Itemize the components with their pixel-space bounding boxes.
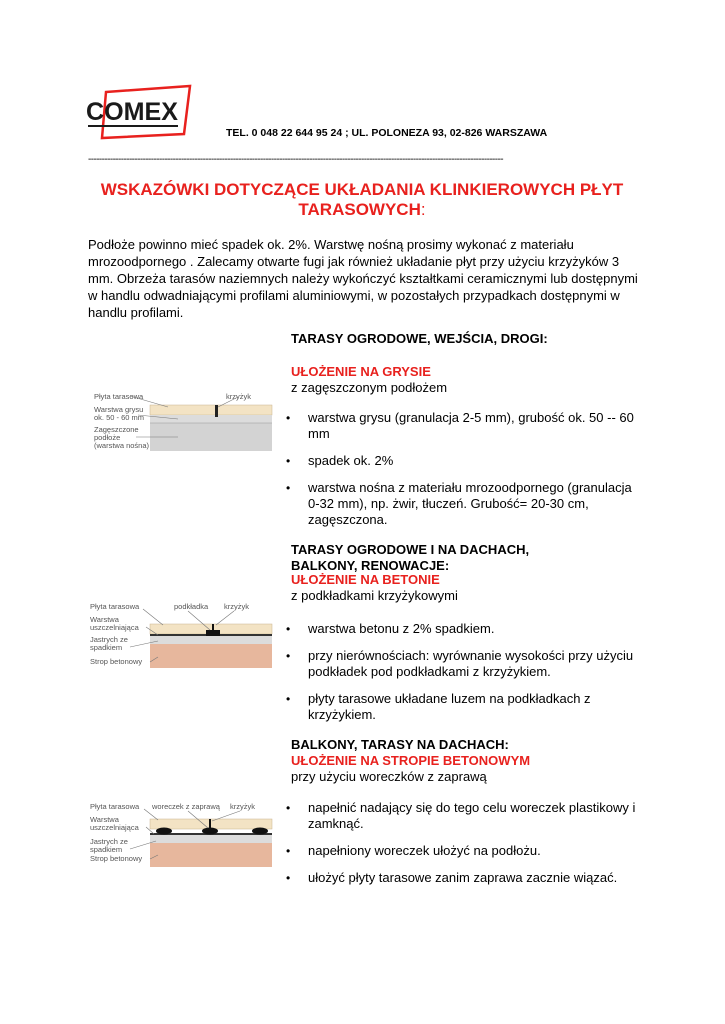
diagram-label: Strop betonowy <box>90 657 143 666</box>
section2-sub: z podkładkami krzyżykowymi <box>291 588 458 603</box>
list-item: • warstwa grysu (granulacja 2-5 mm), grubość ok. 50 -- 60 mm <box>286 410 634 441</box>
section1-heading: TARASY OGRODOWE, WEJŚCIA, DROGI: <box>291 331 548 346</box>
section2-heading <box>291 542 529 574</box>
comex-logo <box>84 84 192 142</box>
diagram-label: uszczelniająca <box>90 823 139 832</box>
diagram-label: spadkiem <box>90 845 123 854</box>
contact-info: TEL. 0 048 22 644 95 24 ; UL. POLONEZA 93, 02-826 WARSZAWA <box>226 127 548 139</box>
list-item: • warstwa nośna z materiału mrozoodpornego (granulacja 0-32 mm), np. żwir, tłuczeń. Grubość= 20-30 cm, zagęszczona. <box>286 480 632 527</box>
intro-paragraph: Podłoże powinno mieć spadek ok. 2%. Warstwę nośną prosimy wykonać z materiału mrozoodpornego . Zalecamy otwarte fugi jak również układanie płyt przy użyciu krzyżyków 3 mm. Obrzeża tarasów naziemnych należy wykończyć kształtkami ceramicznymi lub dostępnymi w handlu odwadniającymi profilami aluminiowymi, w pozostałych przypadkach dostępnymi w handlu profilami. <box>88 237 638 320</box>
diagram-label: Jastrych ze <box>90 837 128 846</box>
section1-bullets <box>286 410 636 539</box>
diagram-label: krzyżyk <box>230 802 255 811</box>
section3-sub: przy użyciu woreczków z zaprawą <box>291 769 487 784</box>
diagram-label: Płyta tarasowa <box>90 602 140 611</box>
diagram-label: podkładka <box>174 602 209 611</box>
diagram-label: podłoże <box>94 433 121 442</box>
list-item: • spadek ok. 2% <box>286 453 394 468</box>
section1-method: UŁOŻENIE NA GRYSIE <box>291 364 431 379</box>
diagram-label: spadkiem <box>90 643 123 652</box>
title-colon: : <box>420 200 426 219</box>
diagram-label: Płyta tarasowa <box>94 392 144 401</box>
diagram-label: Warstwa <box>90 615 119 624</box>
diagram-label: woreczek z zaprawą <box>152 802 220 811</box>
section2-heading-line1: TARASY OGRODOWE I NA DACHACH, <box>291 542 530 557</box>
divider-line: -------------------------------------------------------------------------------------------------------------------------------------------------------- <box>88 154 503 165</box>
section2-method: UŁOŻENIE NA BETONIE <box>291 572 440 587</box>
logo-text: COMEX <box>86 98 179 126</box>
diagram-label: ok. 50 - 60 mm <box>94 413 145 422</box>
diagram-label: uszczelniająca <box>90 623 139 632</box>
list-item: • płyty tarasowe układane luzem na podkładkach z krzyżykiem. <box>286 691 591 722</box>
section3-bullets <box>286 800 636 897</box>
list-item: • przy nierównościach: wyrównanie wysokości przy użyciu podkładek pod podkładkami z krzyżykiem. <box>286 648 634 679</box>
diagram-beton <box>88 597 273 672</box>
diagram-label: Strop betonowy <box>90 854 143 863</box>
section3-method: UŁOŻENIE NA STROPIE BETONOWYM <box>291 753 531 768</box>
title-word: TARASOWYCH <box>298 200 421 219</box>
list-item: • napełnić nadający się do tego celu woreczek plastikowy i zamknąć. <box>286 800 636 831</box>
list-item: • ułożyć płyty tarasowe zanim zaprawa zacznie wiązać. <box>286 870 618 885</box>
list-item: • napełniony woreczek ułożyć na podłożu. <box>286 843 541 858</box>
list-item: • warstwa betonu z 2% spadkiem. <box>286 621 495 636</box>
diagram-label: (warstwa nośna) <box>94 441 150 450</box>
section1-sub: z zagęszczonym podłożem <box>291 380 448 395</box>
title-line2 <box>88 200 636 220</box>
diagram-grys <box>88 385 273 460</box>
title-line1: WSKAZÓWKI DOTYCZĄCE UKŁADANIA KLINKIEROWYCH PŁYT <box>100 180 624 199</box>
diagram-label: Płyta tarasowa <box>90 802 140 811</box>
diagram-strop <box>88 797 273 869</box>
section2-bullets <box>286 621 636 734</box>
diagram-label: Warstwa <box>90 815 119 824</box>
section2-heading-line2: BALKONY, RENOWACJE: <box>291 558 450 573</box>
diagram-label: krzyżyk <box>224 602 249 611</box>
diagram-label: Zagęszczone <box>94 425 139 434</box>
diagram-label: Jastrych ze <box>90 635 128 644</box>
diagram-label: Warstwa grysu <box>94 405 144 414</box>
diagram-label: krzyżyk <box>226 392 251 401</box>
section3-heading: BALKONY, TARASY NA DACHACH: <box>291 737 509 752</box>
page-title <box>88 180 636 220</box>
